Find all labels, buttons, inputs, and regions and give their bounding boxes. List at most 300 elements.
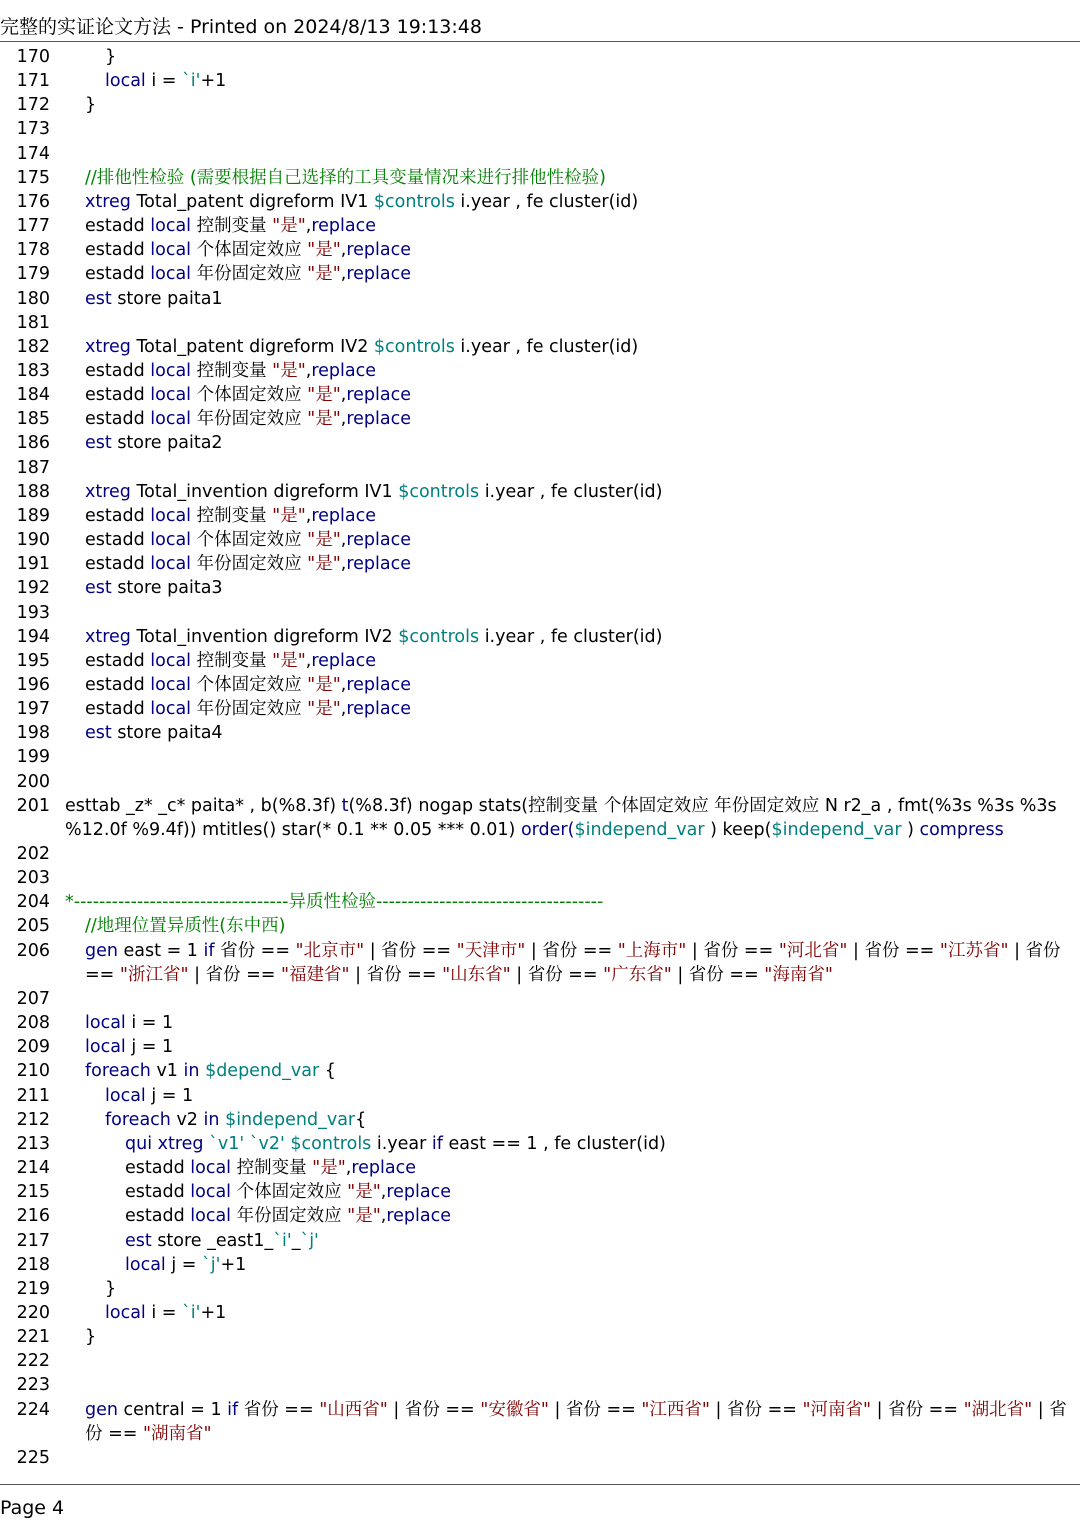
code-token: local	[150, 385, 192, 406]
code-token: 年份固定效应	[191, 554, 308, 575]
code-token: {	[355, 1109, 367, 1130]
code-token: "是"	[272, 650, 306, 671]
code-token: local	[190, 1182, 232, 1203]
line-number: 172	[16, 95, 50, 116]
code-token: 省份 ==	[214, 940, 296, 961]
code-token: compress	[919, 819, 1004, 840]
line-number: 177	[16, 216, 50, 237]
code-token: `j'	[300, 1230, 319, 1251]
line-text	[65, 480, 1076, 504]
line-text	[65, 407, 1076, 431]
line-number: 179	[16, 264, 50, 285]
code-token: i.year , fe cluster(id)	[454, 336, 639, 357]
code-token: replace	[346, 264, 412, 285]
code-token: "是"	[307, 240, 341, 261]
code-line	[0, 673, 1080, 697]
code-token: `i'	[182, 71, 201, 92]
code-token: estadd	[85, 554, 151, 575]
line-number: 214	[16, 1158, 50, 1179]
code-token: `v1'	[209, 1133, 245, 1154]
line-text	[65, 1059, 1076, 1083]
line-number: 206	[16, 940, 50, 961]
code-token: local	[150, 409, 192, 430]
code-line	[0, 166, 1080, 190]
code-token: "湖南省"	[142, 1423, 212, 1444]
line-number: 197	[16, 699, 50, 720]
code-token: | 省份 ==	[188, 964, 281, 985]
code-token: j = 1	[145, 1085, 194, 1106]
code-token: 个体固定效应	[231, 1182, 348, 1203]
code-token: estadd	[125, 1158, 191, 1179]
code-token: local	[150, 216, 192, 237]
code-token: ,	[305, 360, 312, 381]
code-token: 年份固定效应	[231, 1206, 348, 1227]
print-timestamp: - Printed on 2024/8/13 19:13:48	[171, 16, 482, 38]
code-token: estadd	[125, 1206, 191, 1227]
code-line	[0, 93, 1080, 117]
code-token: 年份固定效应	[191, 699, 308, 720]
line-number: 190	[16, 530, 50, 551]
code-token: ,	[340, 674, 347, 695]
code-token: "河北省"	[778, 940, 848, 961]
line-text	[65, 552, 1076, 576]
code-line	[0, 1398, 1080, 1446]
line-number: 186	[16, 433, 50, 454]
code-line	[0, 1301, 1080, 1325]
line-text	[65, 673, 1076, 697]
code-token: replace	[311, 505, 377, 526]
line-number: 171	[16, 71, 50, 92]
code-token: "是"	[307, 530, 341, 551]
code-line	[0, 1084, 1080, 1108]
line-number: 211	[16, 1085, 50, 1106]
code-line	[0, 939, 1080, 987]
code-token: "山西省"	[319, 1399, 388, 1420]
code-token: xtreg	[85, 336, 131, 357]
code-token: (%8.3f) nogap stats(控制变量 个体固定效应 年份固定效应 N r2_a , fmt(%3s %3s %3s %12.0f %9.4f)) mtitles() star(* 0.1 ** 0.05 *** 0.01)	[65, 795, 1057, 840]
code-token: $controls	[373, 336, 455, 357]
code-token: t	[341, 795, 349, 816]
code-line	[0, 1349, 1080, 1373]
code-line	[0, 1059, 1080, 1083]
line-text	[65, 1325, 1076, 1349]
code-token: | 省份 ==	[510, 964, 604, 985]
line-number: 174	[16, 143, 50, 164]
code-token: replace	[311, 360, 377, 381]
code-token: | 省份 ==	[548, 1399, 642, 1420]
code-token: est	[85, 578, 112, 599]
document-title: 完整的实证论文方法	[0, 16, 172, 38]
code-token: if	[227, 1399, 239, 1420]
code-token: replace	[386, 1206, 452, 1227]
code-token: replace	[346, 674, 412, 695]
code-token: v1	[150, 1061, 184, 1082]
line-number: 208	[16, 1013, 50, 1034]
code-token: 控制变量	[231, 1158, 313, 1179]
line-text	[65, 697, 1076, 721]
code-token: j =	[165, 1254, 202, 1275]
code-token: i =	[145, 71, 182, 92]
code-line	[0, 1180, 1080, 1204]
line-text	[65, 1108, 1076, 1132]
code-token: in	[183, 1061, 200, 1082]
code-token: $controls	[290, 1133, 372, 1154]
code-token: "是"	[272, 505, 306, 526]
line-number: 176	[16, 191, 50, 212]
code-token: ,	[340, 409, 347, 430]
code-line	[0, 794, 1080, 842]
code-token: estadd	[85, 264, 151, 285]
code-token: | 省份 ==	[847, 940, 940, 961]
code-token: +1	[220, 1254, 247, 1275]
code-token: "上海市"	[617, 940, 687, 961]
code-line	[0, 552, 1080, 576]
code-line	[0, 1277, 1080, 1301]
line-number: 224	[16, 1399, 50, 1420]
line-number: 219	[16, 1278, 50, 1299]
code-token: | 省份 ==	[671, 964, 765, 985]
line-text	[65, 794, 1076, 842]
code-token: | 省份 ==	[871, 1399, 964, 1420]
code-token: east = 1	[117, 940, 204, 961]
code-token: store paita3	[111, 578, 223, 599]
code-token: xtreg	[85, 626, 131, 647]
code-line	[0, 1253, 1080, 1277]
code-token: "山东省"	[442, 964, 511, 985]
line-number: 192	[16, 578, 50, 599]
code-token: order(	[520, 819, 575, 840]
code-token: replace	[346, 530, 412, 551]
line-number: 182	[16, 336, 50, 357]
line-text	[65, 166, 1076, 190]
code-token: estadd	[85, 385, 151, 406]
code-token: local	[125, 1254, 166, 1275]
code-token: Total_invention digreform IV1	[130, 481, 399, 502]
code-token: in	[203, 1109, 220, 1130]
line-text	[65, 649, 1076, 673]
code-token: $depend_var	[205, 1061, 320, 1082]
line-number: 204	[16, 892, 50, 913]
code-token: replace	[311, 650, 377, 671]
code-token: "是"	[307, 699, 341, 720]
code-token: esttab _z* _c* paita* , b(%8.3f)	[65, 795, 342, 816]
code-token: {	[319, 1061, 336, 1082]
code-token: i.year	[371, 1133, 432, 1154]
line-text	[65, 504, 1076, 528]
line-number: 198	[16, 723, 50, 744]
code-token: | 省份 ==	[686, 940, 779, 961]
code-line	[0, 142, 1080, 166]
code-token: "是"	[307, 674, 341, 695]
code-line	[0, 431, 1080, 455]
code-token: "是"	[312, 1158, 346, 1179]
code-token: _	[291, 1230, 301, 1251]
code-token: *----------------------------------异质性检验------------------------------------	[65, 892, 604, 913]
line-number: 218	[16, 1254, 50, 1275]
print-header	[0, 12, 482, 39]
code-token: local	[105, 1302, 146, 1323]
code-line	[0, 287, 1080, 311]
line-number: 195	[16, 650, 50, 671]
code-token: }	[85, 95, 97, 116]
line-text	[65, 528, 1076, 552]
code-token: $controls	[398, 481, 480, 502]
line-number: 193	[16, 602, 50, 623]
code-token: if	[431, 1133, 443, 1154]
line-number: 207	[16, 988, 50, 1009]
code-token: ,	[345, 1158, 352, 1179]
line-number: 185	[16, 409, 50, 430]
line-text	[65, 625, 1076, 649]
code-token: $controls	[398, 626, 480, 647]
line-text	[65, 431, 1076, 455]
line-number: 221	[16, 1327, 50, 1348]
line-text	[65, 238, 1076, 262]
code-line	[0, 842, 1080, 866]
code-token: "湖北省"	[963, 1399, 1033, 1420]
line-number: 202	[16, 844, 50, 865]
code-token: local	[105, 1085, 146, 1106]
code-token: keep(	[716, 819, 772, 840]
code-token: $independ_var	[225, 1109, 356, 1130]
line-number: 175	[16, 167, 50, 188]
code-line	[0, 1132, 1080, 1156]
code-token: replace	[351, 1158, 417, 1179]
code-line	[0, 1229, 1080, 1253]
code-token: "海南省"	[764, 964, 833, 985]
code-token: "福建省"	[280, 964, 350, 985]
line-text	[65, 287, 1076, 311]
code-token: 个体固定效应	[191, 674, 308, 695]
code-line	[0, 1325, 1080, 1349]
footer-divider	[0, 1484, 1080, 1485]
line-text	[65, 262, 1076, 286]
code-token: xtreg	[85, 481, 131, 502]
code-token: | 省份 ==	[709, 1399, 803, 1420]
code-token: foreach	[105, 1109, 171, 1130]
code-token: local	[190, 1158, 232, 1179]
line-number: 180	[16, 288, 50, 309]
code-token: est	[85, 433, 112, 454]
line-text	[65, 890, 1076, 914]
code-token: estadd	[85, 650, 151, 671]
line-number: 212	[16, 1109, 50, 1130]
code-token: est	[85, 288, 112, 309]
code-token: Total_invention digreform IV2	[130, 626, 399, 647]
code-token: replace	[346, 409, 412, 430]
code-line	[0, 117, 1080, 141]
line-text	[65, 1277, 1076, 1301]
code-line	[0, 383, 1080, 407]
code-token: central = 1	[117, 1399, 228, 1420]
code-token: "是"	[272, 216, 306, 237]
code-line	[0, 576, 1080, 600]
code-token: `i'	[273, 1230, 292, 1251]
code-line	[0, 601, 1080, 625]
code-token: "广东省"	[603, 964, 672, 985]
line-number: 194	[16, 626, 50, 647]
code-token: | 省份 ==	[525, 940, 618, 961]
code-line	[0, 1035, 1080, 1059]
code-token: i.year , fe cluster(id)	[454, 191, 639, 212]
line-number: 200	[16, 771, 50, 792]
code-token: east == 1 , fe cluster(id)	[442, 1133, 666, 1154]
code-token: ,	[340, 699, 347, 720]
line-text	[65, 1180, 1076, 1204]
line-text	[65, 383, 1076, 407]
line-text	[65, 939, 1076, 987]
code-token: local	[190, 1206, 232, 1227]
code-token: 控制变量	[191, 505, 273, 526]
code-token: | 省份 ==	[349, 964, 443, 985]
code-line	[0, 866, 1080, 890]
code-token: estadd	[125, 1182, 191, 1203]
line-number: 209	[16, 1037, 50, 1058]
code-token: $independ_var	[771, 819, 902, 840]
code-token: store paita4	[111, 723, 223, 744]
code-token: est	[125, 1230, 152, 1251]
code-token: `j'	[202, 1254, 221, 1275]
code-line	[0, 528, 1080, 552]
code-token: 个体固定效应	[191, 385, 308, 406]
code-line	[0, 45, 1080, 69]
code-line	[0, 456, 1080, 480]
line-number: 188	[16, 481, 50, 502]
code-line	[0, 1446, 1080, 1470]
code-token: $independ_var	[574, 819, 705, 840]
line-text	[65, 1156, 1076, 1180]
code-token: $controls	[373, 191, 455, 212]
code-token: estadd	[85, 216, 151, 237]
line-number: 201	[16, 795, 50, 816]
code-token: 个体固定效应	[191, 530, 308, 551]
code-token: "是"	[272, 360, 306, 381]
line-text	[65, 1084, 1076, 1108]
code-token: "江苏省"	[939, 940, 1009, 961]
line-number: 222	[16, 1351, 50, 1372]
line-text	[65, 1398, 1076, 1446]
code-token: 控制变量	[191, 216, 273, 237]
code-token: local	[150, 674, 192, 695]
code-token: i =	[145, 1302, 182, 1323]
code-token: ,	[340, 240, 347, 261]
line-number: 189	[16, 505, 50, 526]
code-token: est	[85, 723, 112, 744]
code-token: ,	[380, 1182, 387, 1203]
line-number: 178	[16, 240, 50, 261]
line-number: 205	[16, 916, 50, 937]
code-token: i = 1	[125, 1013, 174, 1034]
code-line	[0, 238, 1080, 262]
code-token: estadd	[85, 530, 151, 551]
code-line	[0, 335, 1080, 359]
code-token: 个体固定效应	[191, 240, 308, 261]
code-token: 年份固定效应	[191, 264, 308, 285]
code-line	[0, 504, 1080, 528]
code-line	[0, 1011, 1080, 1035]
code-token: replace	[311, 216, 377, 237]
code-line	[0, 625, 1080, 649]
code-line	[0, 1204, 1080, 1228]
page-number: Page 4	[0, 1497, 65, 1519]
code-line	[0, 745, 1080, 769]
code-line	[0, 697, 1080, 721]
code-line	[0, 480, 1080, 504]
line-number: 215	[16, 1182, 50, 1203]
code-token: gen	[85, 1399, 118, 1420]
line-text	[65, 359, 1076, 383]
line-text	[65, 721, 1076, 745]
code-token: ,	[305, 216, 312, 237]
code-token: 年份固定效应	[191, 409, 308, 430]
code-token: qui xtreg	[125, 1133, 204, 1154]
code-token: xtreg	[85, 191, 131, 212]
code-line	[0, 359, 1080, 383]
line-text	[65, 190, 1076, 214]
line-text	[65, 335, 1076, 359]
code-line	[0, 1156, 1080, 1180]
code-token: ,	[340, 554, 347, 575]
code-token: foreach	[85, 1061, 151, 1082]
code-line	[0, 1108, 1080, 1132]
code-token: estadd	[85, 699, 151, 720]
code-token: "是"	[307, 409, 341, 430]
code-token: j = 1	[125, 1037, 174, 1058]
line-number: 203	[16, 868, 50, 889]
line-number: 181	[16, 312, 50, 333]
code-token: estadd	[85, 674, 151, 695]
line-number: 210	[16, 1061, 50, 1082]
line-number: 170	[16, 47, 50, 67]
code-token: v2	[170, 1109, 204, 1130]
code-line	[0, 69, 1080, 93]
code-token: //地理位置异质性(东中西)	[85, 916, 286, 937]
code-token: local	[150, 530, 192, 551]
code-token: //排他性检验 (需要根据自己选择的工具变量情况来进行排他性检验)	[85, 167, 607, 188]
code-token: if	[203, 940, 215, 961]
code-token: i.year , fe cluster(id)	[479, 481, 663, 502]
code-token: ,	[380, 1206, 387, 1227]
code-token: )	[901, 819, 920, 840]
code-token: "江西省"	[641, 1399, 710, 1420]
code-token: estadd	[85, 409, 151, 430]
code-token: ,	[340, 530, 347, 551]
code-token: "是"	[347, 1182, 381, 1203]
line-text	[65, 1011, 1076, 1035]
code-token: )	[704, 819, 717, 840]
code-line	[0, 311, 1080, 335]
line-number: 213	[16, 1133, 50, 1154]
code-token: "浙江省"	[119, 964, 189, 985]
code-listing	[0, 45, 1080, 1470]
line-text	[65, 576, 1076, 600]
code-token: replace	[346, 554, 412, 575]
code-token: "是"	[347, 1206, 381, 1227]
code-token: "是"	[307, 385, 341, 406]
line-text	[65, 69, 1076, 93]
code-token: 控制变量	[191, 360, 273, 381]
code-line	[0, 987, 1080, 1011]
code-token: replace	[386, 1182, 452, 1203]
line-text	[65, 1253, 1076, 1277]
code-token: | 省份 ==	[85, 940, 1061, 985]
header-divider	[0, 41, 1080, 42]
code-token: gen	[85, 940, 118, 961]
code-token: ,	[340, 264, 347, 285]
code-token: estadd	[85, 240, 151, 261]
code-line	[0, 721, 1080, 745]
code-token: replace	[346, 240, 412, 261]
